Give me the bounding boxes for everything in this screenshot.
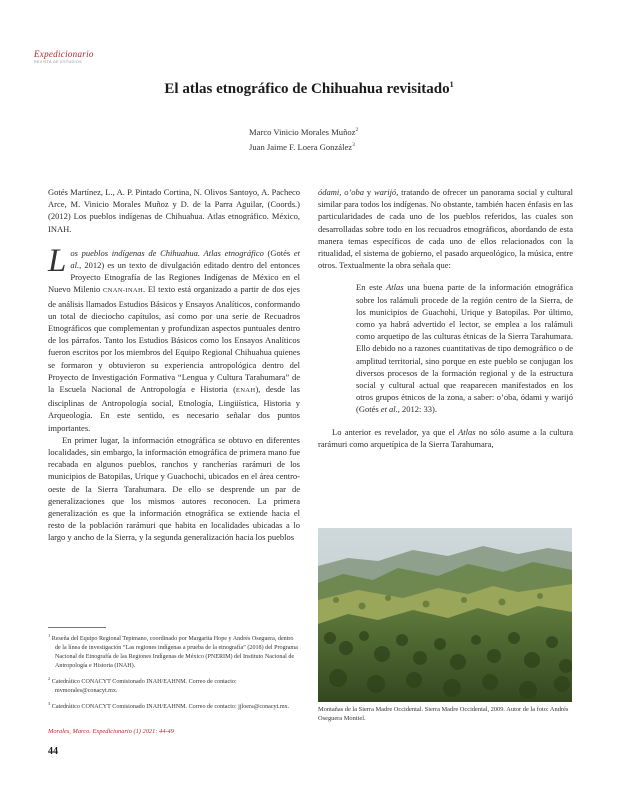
title-text: El atlas etnográfico de Chihuahua revisitado [164,81,450,97]
author-name: Marco Vinicio Morales Muñoz [249,126,356,137]
footnote-number: 3 [48,701,51,707]
people-name-italic: warijó [373,187,397,197]
author-footnote-marker[interactable]: 2 [355,127,359,133]
et-al-italic: et al. [70,247,300,271]
quote-text: una buena parte de la información etnográfica sobre los ralámuli procede de la región centro de la Sierra, de los municipios de Guachohi, Urique y Batopilas. Por último, como ya habrá advertido el lector, se emplea a los ralámuli como arquetipo de las culturas étnicas de la Sierra Tarahumara. Ello debido no a razones cuantitativas de tipo demográfico o de amplitud territorial, sino porque en este pueblo se conjugan los diversos procesos de la formación regional y de la estructura social y cultural actual que reaparecen manifestados en los otros grupos étnicos de la zona, a saber: o’oba, ódami y warijó (Gotés [356,282,573,415]
et-al-italic: et al. [380,404,398,415]
footnote-text: Catedrático CONACYT Comisionado INAH/EAHNM. Correo de contacto: jjloera@conacyt.mx. [51,704,290,711]
figure-photo [318,528,572,702]
footnotes [48,631,300,715]
running-footer: Morales, Marco. Expedicionario (1) 2021: 44-49 [48,728,174,735]
footnote-divider [48,627,106,628]
quote-text: , 2012: 33). [397,404,437,415]
figure-caption: Montañas de la Sierra Madre Occidental. Sierra Madre Occidental, 2009. Autor de la foto: Andrés Oseguera Montiel. [318,706,569,723]
footnote-3 [48,699,300,712]
people-name-italic: ódami, o’oba [318,187,365,197]
article-title [0,80,618,98]
paragraph-2-continued [318,186,573,271]
footnote-text: Catedrático CONACYT Comisionado INAH/EAHNM. Correo de contacto: mvmorales@conacyt.mx. [51,679,237,695]
footnote-2 [48,674,300,696]
left-column [48,186,300,544]
paragraph-text: , 2012) es un texto de divulgación editado dentro del entonces Proyecto Etnografía de las Regiones Indígenas de México en el Nuevo Milenio [48,260,300,295]
author-2 [249,139,358,154]
book-title-italic: Los pueblos indígenas de Chihuahua. Atlas etnográfico [48,242,264,279]
reviewed-work-reference: Gotés Martínez, L., A. P. Pintado Cortina, N. Olivos Santoyo, A. Pacheco Arce, M. Vinicio Morales Muñoz y D. de la Parra Aguilar, (Coords.) (2012) Los pueblos indígenas de Chihuahua. Atlas etnográfico. México, INAH. [48,187,300,234]
author-footnote-marker[interactable]: 3 [352,141,355,148]
footnote-text: Reseña del Equipo Regional Tepimano, coordinado por Margarita Hope y Andrés Oseguera, dentro de la línea de investigación “Las regiones indígenas a prueba de la etnografía” (2018) del Programa Nacional de Etnografía de las Regiones Indígenas de México (PNERIM) del Instituto Nacional de Antropología e Historia (INAH). [51,636,298,670]
paragraph-text: Lo anterior es revelador, ya que el [332,426,459,437]
paragraph-text: . El texto está organizado a partir de dos ejes de análisis llamados Estudios Básicos y Ensayos Analíticos, conformando un total de dieciocho capítulos, así como por una serie de Recuadros Etnográficos que complementan y profundizan aspectos puntuales dentro de los párrafos. Tanto los Estudios Básicos como los Ensayos Analíticos fueron escritos por los miembros del Equipo Regional Chihuahua quienes se formaron y obtuvieron su experiencia antropológica dentro del Proyecto de Investigación Formativa “Lengua y Cultura Tarahumara” de la Escuela Nacional de Antropología e Historia ( [48,284,300,395]
atlas-italic: Atlas [386,282,404,293]
title-footnote-marker[interactable]: 1 [449,80,454,89]
footnote-number: 2 [48,676,51,682]
journal-logo [34,49,114,64]
mountain-landscape-photo [318,528,572,702]
paragraph-text: no sólo asume a la cultura rarámuri como arquetípica de la Sierra Tarahumara, [318,426,574,449]
logo-wordmark: Expedicionario [34,49,94,59]
atlas-italic: Atlas [458,426,476,437]
paragraph-text: (Gotés [263,247,294,258]
abbreviation: ENAH [235,387,256,395]
paragraph-2 [48,434,300,544]
footnote-number: 1 [48,633,51,638]
paragraph-1 [48,242,300,434]
author-1 [249,124,358,139]
block-quote [356,281,573,415]
paragraph-text: En primer lugar, la información etnográfica se obtuvo en diferentes localidades, sin embargo, la información etnográfica de primera mano fue recabada en algunos pueblos, ranchos y rancherías rarámuri de los municipios de Batopilas, Urique y Guachochi, ubicados en el área centro-oeste de la Sierra Tarahumara. De ello se desprende un par de generalizaciones que los mismos autores reconocen. La primera generalización es que la información etnográfica se extiende hacia el resto de la población rarámuri que habita en localidades ubicadas a lo largo y ancho de la Sierra, y la segunda generalización hacia los pueblos [48,434,300,543]
paragraph-text: , tratando de ofrecer un panorama social y cultural similar para todos los indígenas. No obstante, también hacen énfasis en las particularidades de cada uno de los pueblos referidos, las cuales son desarrolladas sobre todo en los recuadros etnográficos, abordando de esta manera temas específicos de cada uno de ellos relacionados con la ritualidad, el sistema de gobierno, el pasado arqueológico, la música, entre otros. Textualmente la obra señala que: [318,187,573,271]
paragraph-text: y [364,187,374,197]
page-number: 44 [48,746,58,757]
paragraph-text: ), desde las disciplinas de Antropología social, Etnología, Lingüística, Historia y Arqueología. En este sentido, es necesario señalar dos puntos importantes. [48,384,300,433]
quote-text: En este [356,282,387,293]
logo-tagline: REVISTA DE ESTUDIOS [34,60,82,64]
author-name: Juan Jaime F. Loera González [249,141,353,152]
footnote-1 [48,631,300,671]
author-list [249,124,358,154]
right-column [318,186,573,450]
abbreviation: CNAN-INAH [102,287,144,295]
paragraph-3 [318,426,573,450]
